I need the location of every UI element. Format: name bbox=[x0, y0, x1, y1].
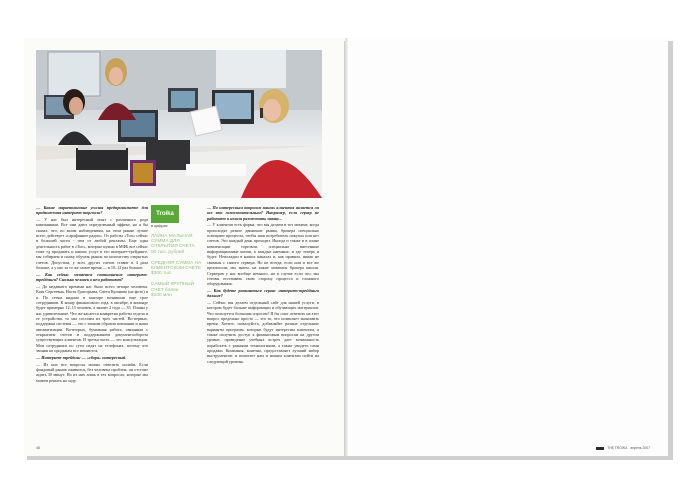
issue-date: апрель 2007 bbox=[630, 446, 650, 450]
brand-badge: Troika bbox=[151, 205, 179, 223]
stat-value: 50 тыс. рублей bbox=[151, 249, 185, 255]
stat-average-account bbox=[151, 261, 203, 277]
interview-question: — По интересным вопросам наших клиентов является ли все это самостоятельным? Например, если сервер не работает и нельзя разместить заявку... bbox=[207, 205, 319, 221]
article-column-1 bbox=[36, 205, 148, 384]
brand-subtitle: в цифрах bbox=[151, 224, 168, 228]
interview-answer: — Из них все вопросы можно ответить онлайн. Если фондовый рынок оживится, без человека проблем, он отстоит ждать 30 минут. Но из них лишь в тех вопросах, которые мы можем решать на ходу. bbox=[36, 361, 148, 383]
stat-value: $300 тыс. bbox=[151, 271, 173, 277]
stat-value: $100 млн bbox=[151, 292, 172, 298]
interview-answer: — Сейчас мы делаем отдельный сайт для нашей услуги, в котором будет больше информации и обучающих материалов. Что пользуется большим спросом? Я бы смог ответить на этот вопрос предельно просто — это то, что позволяет экономить время. Хотите, пожалуйста, добавляйте разные отдельные варианты программ, которые будут интересны клиентам, а также получить доступ к финансовым вопросам на другом уровне; проведение учебных встреч дает возможность поработать с разными технологиями, а также увидеть сами продажи. Компания, конечно, предоставляет лучший набор инструментов: и помогает нам и нашим клиентам пойти на следующий уровень. bbox=[207, 300, 319, 364]
magazine-footer bbox=[596, 446, 650, 450]
left-page bbox=[24, 38, 344, 456]
stat-min-deposit bbox=[151, 234, 203, 255]
right-page bbox=[348, 38, 668, 456]
stats-sidebar bbox=[151, 205, 203, 298]
interview-question: — Какие маркетинговые усилия предпринимаете для продвижения интернет-торговли? bbox=[36, 205, 148, 216]
article-column-2 bbox=[207, 205, 319, 366]
interview-question: — Как будете развиваться сервис интернет-трейдинга дальше? bbox=[207, 287, 319, 299]
magazine-logo-icon bbox=[596, 447, 604, 450]
interview-answer: — У нас был интересный опыт с различного рода кампаниями. Все они дают определенный эффект, но я бы сказал, что, по моим наблюдениям, на этом рынке лучше всего действует «сарафанное радио». От работы «Топ» сейчас в большей части - чем от любой рекламы. Еще одна деятельность работ в «Топ», которые нужно в МФБ все сейчас тоже тд продавать и наших услуг в его интернет-трейдинге, мы собираем и скажу обучать рынок по количеству открытых счетов. Допустим, у всех других счетов ставит в 4 раза больше, а у нас за то же самое время — в 10–12 раз больше. bbox=[36, 217, 148, 271]
interview-question: — Как сейчас меняется соотношение интернет-трейдинга? Сколько человек в нем работают? bbox=[36, 271, 148, 283]
stat-label: САМЫЙ КРУПНЫЙ СЧЕТ более bbox=[151, 282, 195, 293]
interview-question: — Интернет-трейдинг — «сбора» интересный. bbox=[36, 354, 127, 360]
office-photo bbox=[36, 50, 322, 198]
interview-answer: — У клиентов есть форма, что мы делаем в тот момент, когда происходят резкое движение рынка, брокера специально освещают процессы, чтобы наш потребитель покупал или нет счетов. Это каждый день проходит. Иногда и также и в плане компенсации торговли, специально внесенные информационные копии, к каждые наемные, и где теперь и будет. Неполадки в наших каналах и, как правило, никак не связаны с самого сервера. Но не всегда, если они и все же произошли, мы знаем, на какие моменты брокера нашли. Серверов у нас вообще немного, но в случае если что, мы готовы отстаивать свою сторону процесса и сложного оборудования. bbox=[207, 222, 319, 287]
stat-largest-account bbox=[151, 282, 203, 298]
stat-label: ЛАЙНА МАЛЬНАЯ СУММА ДЛЯ ОТКРЫТИЯ СЧЕТА bbox=[151, 234, 195, 250]
interview-answer: — До недавнего времени нас было всего четыре человека. Катя Сергеевна, Настя Григорьева, Света Кушнова (на фото) и я. По сетям видимо в конторе возникали еще трое сотрудников. К концу финансового года, в октябре, в команде будет примерно 12–15 человек, а значит 2 года — 35. Планы у нас удивительные. Что же касается конкретно работы отдела и ее устройства, то мы состоим из трех частей. Во-первых, поддержка системы — это с тонким образом компании и наша автоматизация. Во-вторых, бумажная работа, связанная с открытием счетов и поддержанием документооборота существующих клиентов. И третья часть — это консультации. Мои сотрудники по сути сидят на телефонах, потому что звонки ко продажам все меняются. bbox=[36, 283, 148, 354]
page-number: 48 bbox=[36, 446, 40, 450]
stat-label: СРЕДНЯЯ СУММА НА КЛИЕНТСКОМ СЧЕТЕ bbox=[151, 260, 202, 272]
magazine-name: THE TROIKA bbox=[607, 446, 628, 450]
